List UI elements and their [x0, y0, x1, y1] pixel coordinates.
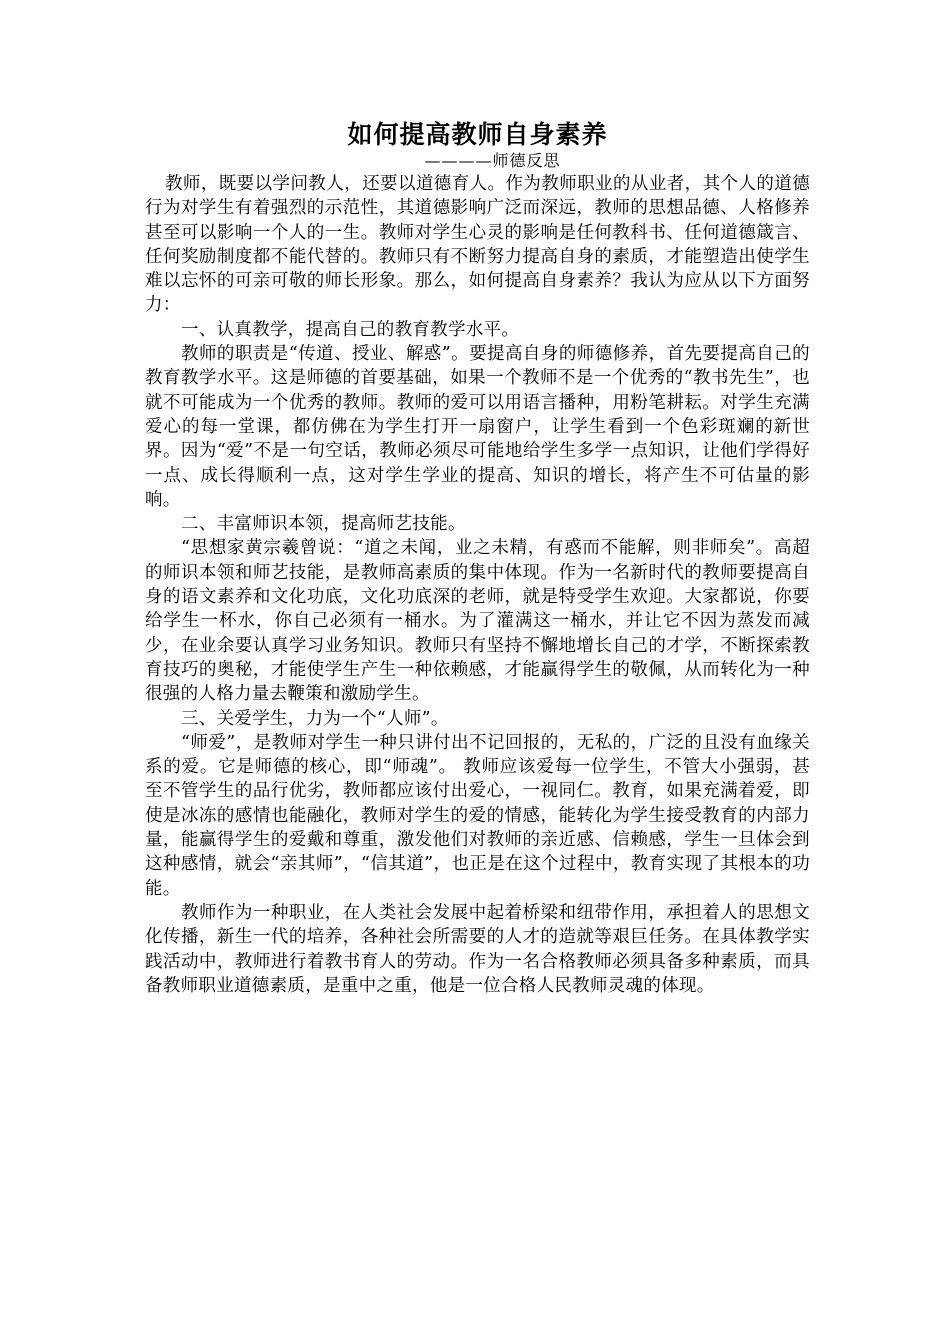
document-page: [145, 118, 810, 998]
paragraph-intro: 教师，既要以学问教人，还要以道德育人。作为教师职业的从业者，其个人的道德行为对学生有着强烈的示范性，其道德影响广泛而深远，教师的思想品德、人格修养甚至可以影响一个人的一生。教师对学生心灵的影响是任何教科书、任何道德箴言、任何奖励制度都不能代替的。教师只有不断努力提高自身的素质，才能塑造出使学生难以忘怀的可亲可敬的师长形象。那么，如何提高自身素养？我认为应从以下方面努力：: [145, 174, 810, 316]
paragraph-section-2: “思想家黄宗羲曾说：“道之未闻，业之未精，有惑而不能解，则非师矣”。高超的师识本领和师艺技能，是教师高素质的集中体现。作为一名新时代的教师要提高自身的语文素养和文化功底，文化功底深的老师，就是特受学生欢迎。大家都说，你要给学生一杯水，你自己必须有一桶水。为了灌满这一桶水，并让它不因为蒸发而减少，在业余要认真学习业务知识。教师只有坚持不懈地增长自己的才学，不断探索教育技巧的奥秘，才能使学生产生一种依赖感，才能赢得学生的敬佩，从而转化为一种很强的人格力量去鞭策和激励学生。: [145, 538, 810, 705]
section-heading-2: 二、丰富师识本领，提高师艺技能。: [181, 514, 466, 535]
paragraph-conclusion: 教师作为一种职业，在人类社会发展中起着桥梁和纽带作用，承担着人的思想文化传播，新生一代的培养，各种社会所需要的人才的造就等艰巨任务。在具体教学实践活动中，教师进行着教书育人的劳动。作为一名合格教师必须具备多种素质，而具备教师职业道德素质，是重中之重，他是一位合格人民教师灵魂的体现。: [145, 902, 810, 996]
document-title: 如何提高教师自身素养: [347, 120, 608, 149]
section-heading-3: 三、关爱学生，力为一个“人师”。: [181, 708, 449, 729]
document-subtitle: ————师德反思: [424, 151, 561, 170]
paragraph-section-3: “师爱”，是教师对学生一种只讲付出不记回报的，无私的，广泛的且没有血缘关系的爱。它是师德的核心，即“师魂”。 教师应该爱每一位学生，不管大小强弱，甚至不管学生的品行优劣，教师都应该付出爱心，一视同仁。教育，如果充满着爱，即使是冰冻的感情也能融化，教师对学生的爱的情感，能转化为学生接受教育的内部力量，能赢得学生的爱戴和尊重，激发他们对教师的亲近感、信赖感，学生一旦体会到这种感情，就会“亲其师”，“信其道”，也正是在这个过程中，教育实现了其根本的功能。: [145, 732, 810, 899]
paragraph-section-1: 教师的职责是“传道、授业、解惑”。要提高自身的师德修养，首先要提高自己的教育教学水平。这是师德的首要基础，如果一个教师不是一个优秀的“教书先生”，也就不可能成为一个优秀的教师。教师的爱可以用语言播种，用粉笔耕耘。对学生充满爱心的每一堂课，都仿佛在为学生打开一扇窗户，让学生看到一个色彩斑斓的新世界。因为“爱”不是一句空话，教师必须尽可能地给学生多学一点知识，让他们学得好一点、成长得顺利一点，这对学生学业的提高、知识的增长，将产生不可估量的影响。: [145, 344, 810, 510]
section-heading-1: 一、认真教学，提高自己的教育教学水平。: [181, 319, 520, 340]
